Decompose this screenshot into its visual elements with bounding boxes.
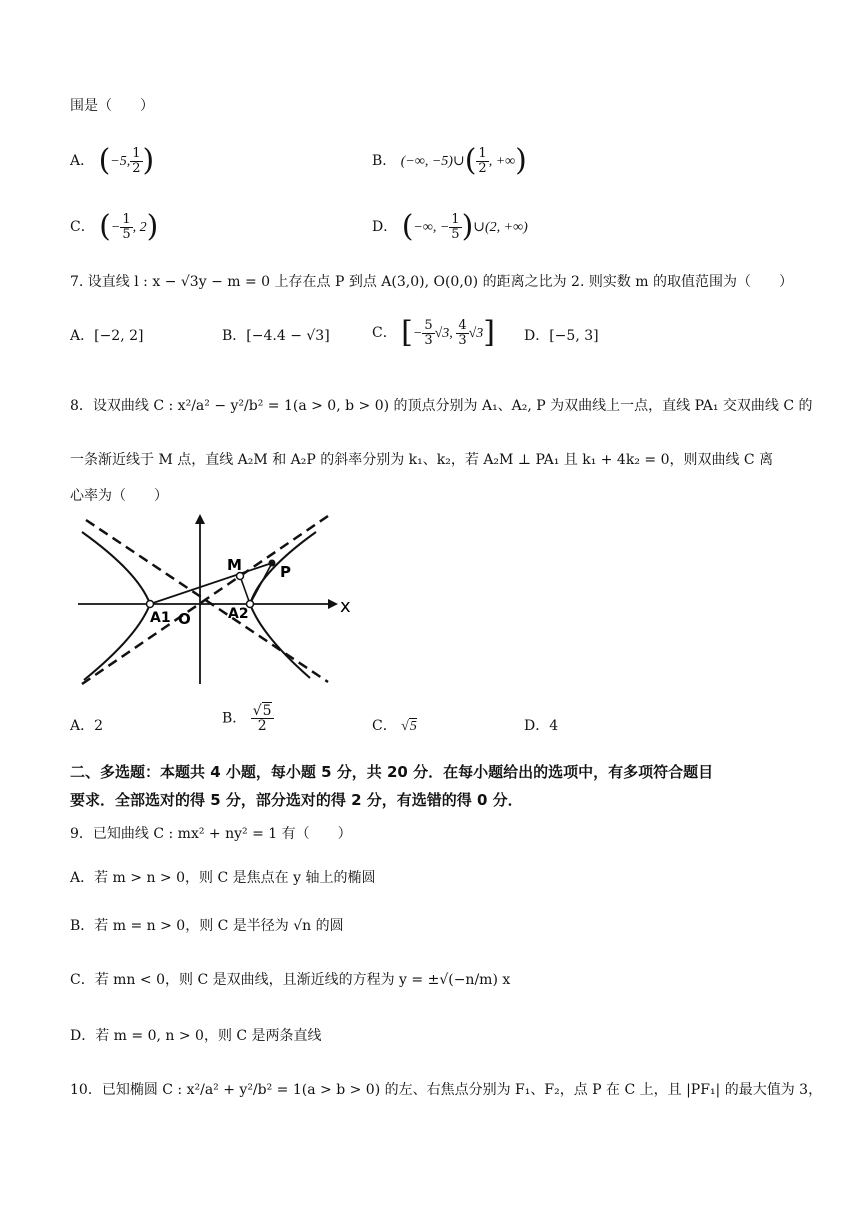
q6-option-c: C． (− $\frac{1}{5}$ , 2) xyxy=(70,209,159,244)
label-x: x xyxy=(340,596,351,617)
q6-option-d-label: D． xyxy=(372,219,398,235)
q7-option-c-label: C． xyxy=(372,325,397,341)
q6-stem-tail: 围是（ ） xyxy=(70,98,154,114)
q8-option-b-label: B． xyxy=(222,710,247,727)
q8-option-a: A．2 xyxy=(70,718,104,734)
point-a1 xyxy=(147,601,154,608)
q6-option-c-label: C． xyxy=(70,219,95,235)
hyperbola-right-branch xyxy=(250,532,316,678)
q6-option-a-label: A． xyxy=(70,153,95,169)
q7-option-a: A．[−2, 2] xyxy=(70,328,144,344)
x-axis-arrow-icon xyxy=(328,599,338,609)
q9-option-c: C．若 mn < 0，则 C 是双曲线，且渐近线的方程为 y = ±√(−n/m) x xyxy=(70,972,511,988)
q6-option-b-label: B． xyxy=(372,153,397,169)
hyperbola-left-branch xyxy=(82,532,150,680)
q9-option-a: A．若 m > n > 0，则 C 是焦点在 y 轴上的椭圆 xyxy=(70,870,376,886)
q6-option-b: B． (−∞, −5)∪( $\frac{1}{2}$ , +∞) xyxy=(372,143,527,178)
q10-stem: 10．已知椭圆 C : x²/a² + y²/b² = 1(a > b > 0) 的左、右焦点分别为 F₁、F₂，点 P 在 C 上，且 |PF₁| 的最大值为 3， xyxy=(70,1082,823,1098)
q8-option-c: C． √5 xyxy=(372,718,417,734)
section2-heading-line1: 二、多选题：本题共 4 小题，每小题 5 分，共 20 分．在每小题给出的选项中，有多项符合题目 xyxy=(70,763,714,781)
label-o: O xyxy=(178,610,191,628)
q8-stem-line2: 一条渐近线于 M 点，直线 A₂M 和 A₂P 的斜率分别为 k₁、k₂，若 A₂M ⊥ PA₁ 且 k₁ + 4k₂ = 0，则双曲线 C 离 xyxy=(70,452,774,468)
q6-option-d: D． (−∞, − $\frac{1}{5}$ )∪(2, +∞) xyxy=(372,209,528,244)
section2-heading-line2: 要求．全部选对的得 5 分，部分选对的得 2 分，有选错的得 0 分． xyxy=(70,791,523,809)
q9-stem: 9．已知曲线 C : mx² + ny² = 1 有（ ） xyxy=(70,826,352,842)
q8-stem-line3: 心率为（ ） xyxy=(70,488,168,504)
q9-option-d: D．若 m = 0, n > 0，则 C 是两条直线 xyxy=(70,1028,322,1044)
q7-option-d: D．[−5, 3] xyxy=(524,328,599,344)
q6-option-a: A． (−5, $\frac{1}{2}$ ) xyxy=(70,143,155,178)
label-a2: A2 xyxy=(228,606,249,622)
q8-option-c-label: C． xyxy=(372,718,397,734)
q8-stem-line1: 8．设双曲线 C : x²/a² − y²/b² = 1(a > 0, b > 0) 的顶点分别为 A₁、A₂, P 为双曲线上一点，直线 PA₁ 交双曲线 C 的 xyxy=(70,398,813,414)
hyperbola-figure xyxy=(78,512,360,686)
q7-option-c: C． [− $\frac{5}{3}$ √3, $\frac{4}{3}$ √3] xyxy=(372,315,495,350)
label-p: P xyxy=(280,563,291,581)
label-m: M xyxy=(227,556,242,574)
q7-option-b: B．[−4.4 − √3] xyxy=(222,328,330,344)
y-axis-arrow-icon xyxy=(195,514,205,524)
q9-option-b: B．若 m = n > 0，则 C 是半径为 √n 的圆 xyxy=(70,918,344,934)
q8-option-b: B． $\frac{√5}{2}$ xyxy=(222,703,272,734)
q8-option-d: D．4 xyxy=(524,718,559,734)
point-p xyxy=(269,560,276,567)
label-a1: A1 xyxy=(150,610,171,626)
q7-stem: 7. 设直线 l : x − √3y − m = 0 上存在点 P 到点 A(3,0), O(0,0) 的距离之比为 2. 则实数 m 的取值范围为（ ） xyxy=(70,274,794,290)
line-a2m xyxy=(240,576,250,604)
